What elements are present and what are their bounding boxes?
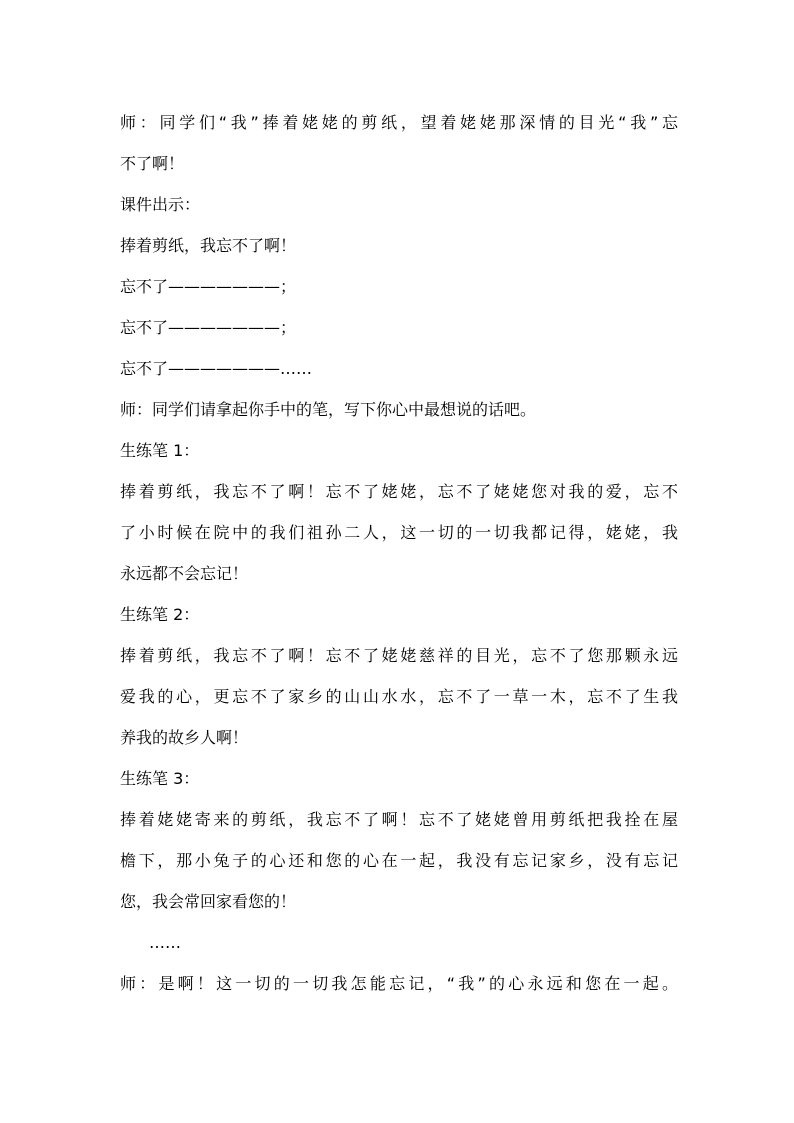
paragraph-line: 了小时候在院中的我们祖孙二人，这一切的一切我都记得，姥姥，我 bbox=[120, 523, 678, 542]
paragraph-line: 捧着剪纸，我忘不了啊！忘不了姥姥，忘不了姥姥您对我的爱，忘不 bbox=[120, 482, 678, 501]
paragraph-line: 生练笔 2： bbox=[120, 605, 200, 624]
paragraph-line: 捧着剪纸，我忘不了啊！ bbox=[120, 236, 297, 255]
paragraph-line: 爱我的心，更忘不了家乡的山山水水，忘不了一草一木，忘不了生我 bbox=[120, 687, 678, 706]
paragraph-line: 捧着剪纸，我忘不了啊！忘不了姥姥慈祥的目光，忘不了您那颗永远 bbox=[120, 646, 678, 665]
paragraph-line: 生练笔 1： bbox=[120, 441, 200, 460]
paragraph-line: 养我的故乡人啊！ bbox=[120, 728, 249, 747]
paragraph-line: 课件出示： bbox=[120, 195, 201, 214]
paragraph-line: 您，我会常回家看您的！ bbox=[120, 892, 297, 911]
paragraph-line: 师：是啊！这一切的一切我怎能忘记，“我”的心永远和您在一起。 bbox=[120, 974, 678, 993]
paragraph-line: 檐下，那小兔子的心还和您的心在一起，我没有忘记家乡，没有忘记 bbox=[120, 851, 678, 870]
paragraph-line: 生练笔 3： bbox=[120, 769, 200, 788]
document-body bbox=[120, 102, 678, 1004]
paragraph-line: 忘不了———————； bbox=[120, 277, 297, 296]
paragraph-line: 不了啊！ bbox=[120, 154, 185, 173]
paragraph-line: 捧着姥姥寄来的剪纸，我忘不了啊！忘不了姥姥曾用剪纸把我拴在屋 bbox=[120, 810, 678, 829]
ellipsis-line: …… bbox=[149, 933, 181, 952]
paragraph-line: 忘不了———————…… bbox=[120, 359, 313, 378]
paragraph-line: 师：同学们请拿起你手中的笔，写下你心中最想说的话吧。 bbox=[120, 400, 537, 419]
paragraph-line: 忘不了———————； bbox=[120, 318, 297, 337]
paragraph-line: 师：同学们“我”捧着姥姥的剪纸，望着姥姥那深情的目光“我”忘 bbox=[120, 113, 678, 132]
paragraph-line: 永远都不会忘记！ bbox=[120, 564, 249, 583]
